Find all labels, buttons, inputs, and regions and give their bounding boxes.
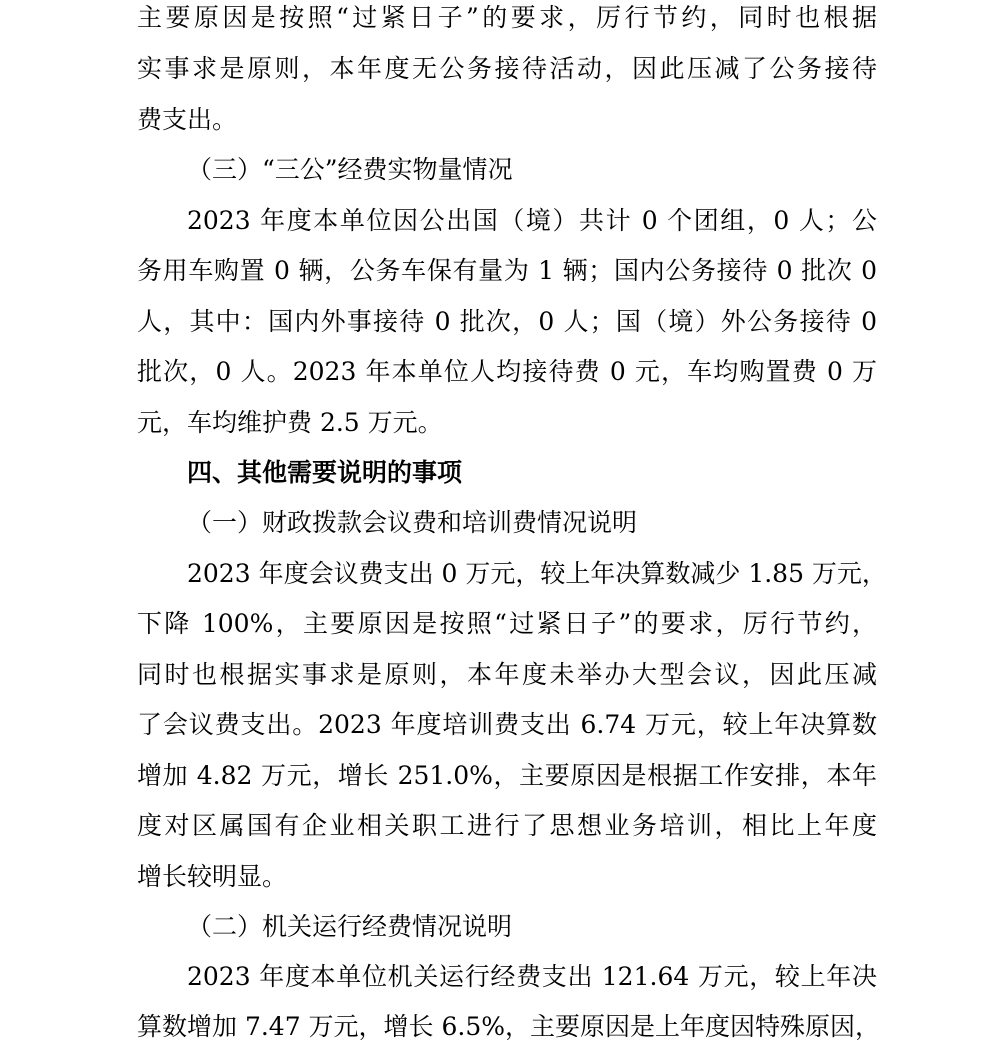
section-subheading: （二）机关运行经费情况说明 [187, 912, 513, 941]
section-subheading: （一）财政拨款会议费和培训费情况说明 [187, 508, 638, 537]
paragraph-line: 2023 年度本单位因公出国（境）共计 0 个团组，0 人；公 [187, 206, 877, 235]
paragraph-line: 增加 4.82 万元，增长 251.0%，主要原因是根据工作安排，本年 [137, 761, 877, 790]
paragraph-line: 2023 年度会议费支出 0 万元，较上年决算数减少 1.85 万元， [187, 559, 887, 588]
section-heading: 四、其他需要说明的事项 [187, 458, 463, 487]
paragraph-line: 主要原因是按照“过紧日子”的要求，厉行节约，同时也根据 [137, 3, 877, 32]
paragraph-line: 实事求是原则，本年度无公务接待活动，因此压减了公务接待 [137, 54, 877, 83]
paragraph-line: 了会议费支出。2023 年度培训费支出 6.74 万元，较上年决算数 [137, 710, 877, 739]
section-subheading: （三）“三公”经费实物量情况 [187, 155, 513, 184]
paragraph-line: 增长较明显。 [137, 862, 288, 891]
paragraph-line: 同时也根据实事求是原则，本年度未举办大型会议，因此压减 [137, 660, 877, 689]
paragraph-line: 2023 年度本单位机关运行经费支出 121.64 万元，较上年决 [187, 962, 877, 991]
paragraph-line: 算数增加 7.47 万元，增长 6.5%，主要原因是上年度因特殊原因， [137, 1012, 881, 1041]
paragraph-line: 元，车均维护费 2.5 万元。 [137, 408, 443, 437]
paragraph-line: 费支出。 [137, 105, 238, 134]
paragraph-line: 下降 100%，主要原因是按照“过紧日子”的要求，厉行节约， [137, 609, 877, 638]
paragraph-line: 度对区属国有企业相关职工进行了思想业务培训，相比上年度 [137, 811, 877, 840]
paragraph-line: 务用车购置 0 辆，公务车保有量为 1 辆；国内公务接待 0 批次 0 [137, 256, 877, 285]
paragraph-line: 批次，0 人。2023 年本单位人均接待费 0 元，车均购置费 0 万 [137, 357, 877, 386]
paragraph-line: 人，其中：国内外事接待 0 批次，0 人；国（境）外公务接待 0 [137, 307, 877, 336]
